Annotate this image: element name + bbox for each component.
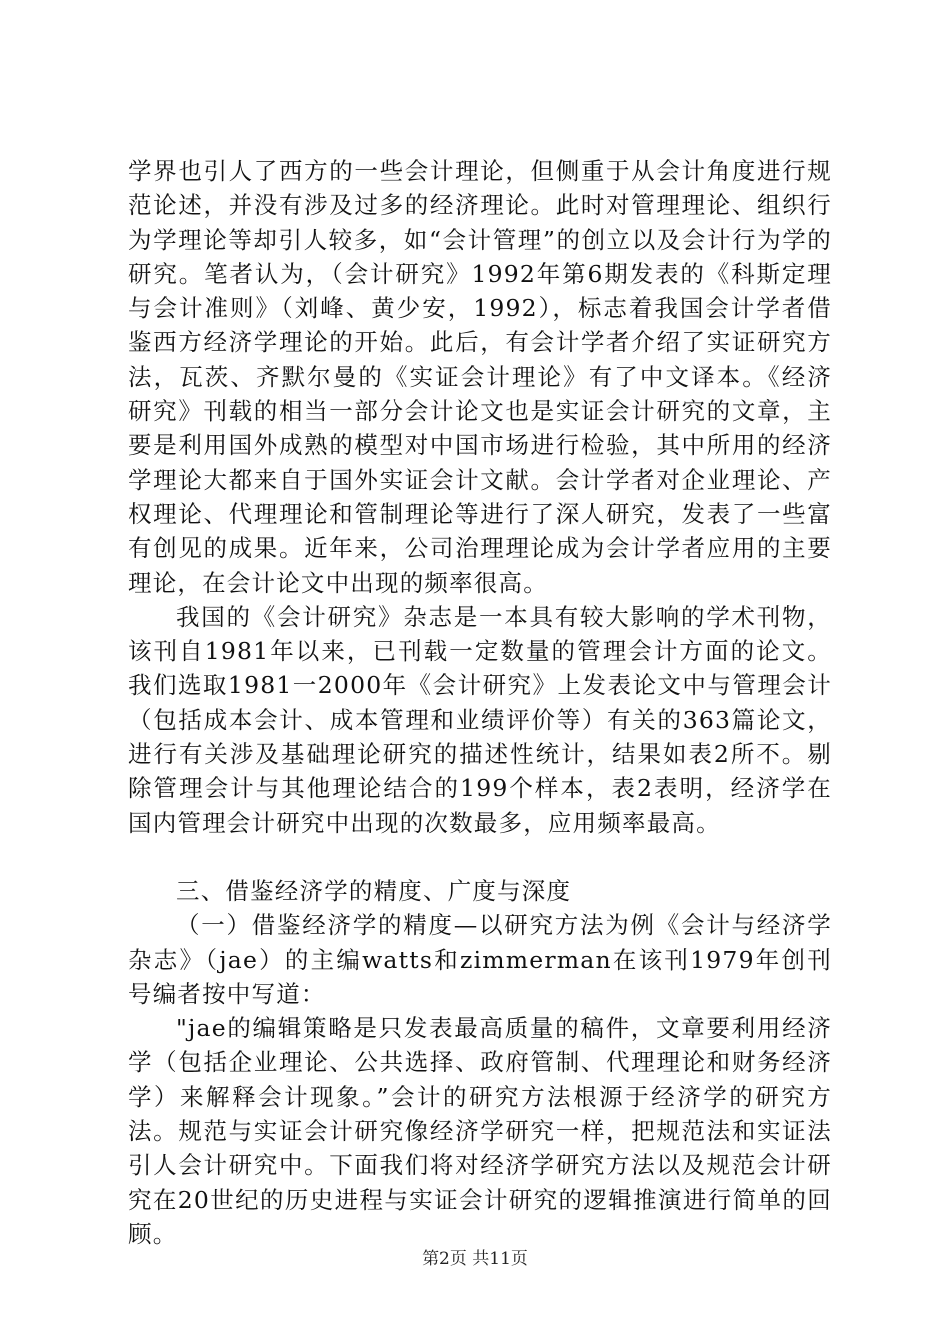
paragraph-3: （一）借鉴经济学的精度—以研究方法为例《会计与经济学杂志》（jae）的主编watts和zimmerman在该刊1979年创刊号编者按中写道：	[128, 911, 832, 1008]
document-body	[128, 154, 832, 1251]
paragraph-2: 我国的《会计研究》杂志是一本具有较大影响的学术刊物，该刊自1981年以来，已刊载一定数量的管理会计方面的论文。我们选取1981一2000年《会计研究》上发表论文中与管理会计（包括成本会计、成本管理和业绩评价等）有关的363篇论文，进行有关涉及基础理论研究的描述性统计，结果如表2所不。剔除管理会计与其他理论结合的199个样本，表2表明，经济学在国内管理会计研究中出现的次数最多，应用频率最高。	[128, 602, 832, 837]
paragraph-gap	[128, 840, 832, 874]
section-heading: 三、借鉴经济学的精度、广度与深度	[176, 876, 572, 905]
page-footer: 第2页 共11页	[422, 1249, 528, 1269]
paragraph-1: 学界也引人了西方的一些会计理论，但侧重于从会计角度进行规范论述，并没有涉及过多的经济理论。此时对管理理论、组织行为学理论等却引人较多，如“会计管理”的创立以及会计行为学的研究。笔者认为，（会计研究》1992年第6期发表的《科斯定理与会计准则》（刘峰、黄少安，1992），标志着我国会计学者借鉴西方经济学理论的开始。此后，有会计学者介绍了实证研究方法，瓦茨、齐默尔曼的《实证会计理论》有了中文译本。《经济研究》刊载的相当一部分会计论文也是实证会计研究的文章，主要是利用国外成熟的模型对中国市场进行检验，其中所用的经济学理论大都来自于国外实证会计文献。会计学者对企业理论、产权理论、代理理论和管制理论等进行了深人研究，发表了一些富有创见的成果。近年来，公司治理理论成为会计学者应用的主要理论，在会计论文中出现的频率很高。	[128, 157, 832, 597]
paragraph-4: "jae的编辑策略是只发表最高质量的稿件，文章要利用经济学（包括企业理论、公共选择、政府管制、代理理论和财务经济学）来解释会计现象。”会计的研究方法根源于经济学的研究方法。规范与实证会计研究像经济学研究一样，把规范法和实证法引人会计研究中。下面我们将对经济学研究方法以及规范会计研究在20世纪的历史进程与实证会计研究的逻辑推演进行简单的回顾。	[128, 1014, 832, 1248]
